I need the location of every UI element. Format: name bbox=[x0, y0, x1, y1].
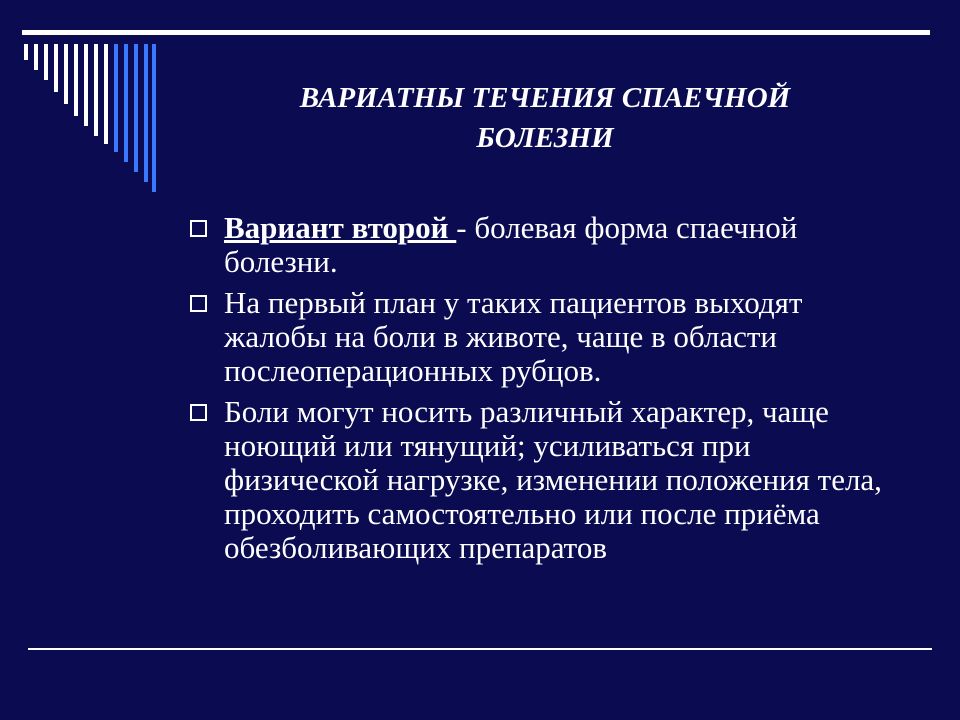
bullet-item bbox=[188, 395, 908, 565]
stripe bbox=[44, 44, 48, 80]
bullet-item bbox=[188, 286, 908, 388]
bullet-text: - болевая форма спаечной болезни. bbox=[224, 210, 798, 279]
hollow-square-icon bbox=[190, 220, 207, 237]
bullet-item bbox=[188, 211, 908, 279]
bullet-list bbox=[188, 211, 908, 572]
bullet-lead: Вариант второй bbox=[224, 210, 457, 245]
stripe bbox=[144, 44, 148, 182]
title-line-1: ВАРИАТНЫ ТЕЧЕНИЯ СПАЕЧНОЙ bbox=[299, 82, 791, 114]
stripe bbox=[64, 44, 68, 104]
hollow-square-icon bbox=[190, 295, 207, 312]
title-line-2: БОЛЕЗНИ bbox=[476, 122, 614, 154]
stripe bbox=[124, 44, 128, 162]
slide-title bbox=[200, 78, 890, 158]
stripe bbox=[74, 44, 78, 116]
stripe bbox=[54, 44, 58, 92]
stripe bbox=[104, 44, 108, 144]
bullet-text: Боли могут носить различный характер, чаще ноющий или тянущий; усиливаться при физической нагрузке, изменении положения тела, проходить самостоятельно или после приёма обезболивающих препаратов bbox=[224, 394, 882, 565]
stripe bbox=[114, 44, 118, 152]
stripe bbox=[94, 44, 98, 136]
hollow-square-icon bbox=[190, 404, 207, 421]
stripe bbox=[34, 44, 38, 70]
stripe bbox=[152, 44, 156, 192]
stripe bbox=[134, 44, 138, 172]
bottom-rule bbox=[28, 648, 932, 650]
stripe bbox=[24, 44, 28, 60]
decorative-stripes bbox=[0, 0, 200, 200]
bullet-text: На первый план у таких пациентов выходят жалобы на боли в животе, чаще в области послеоперационных рубцов. bbox=[224, 285, 803, 388]
stripe bbox=[84, 44, 88, 126]
